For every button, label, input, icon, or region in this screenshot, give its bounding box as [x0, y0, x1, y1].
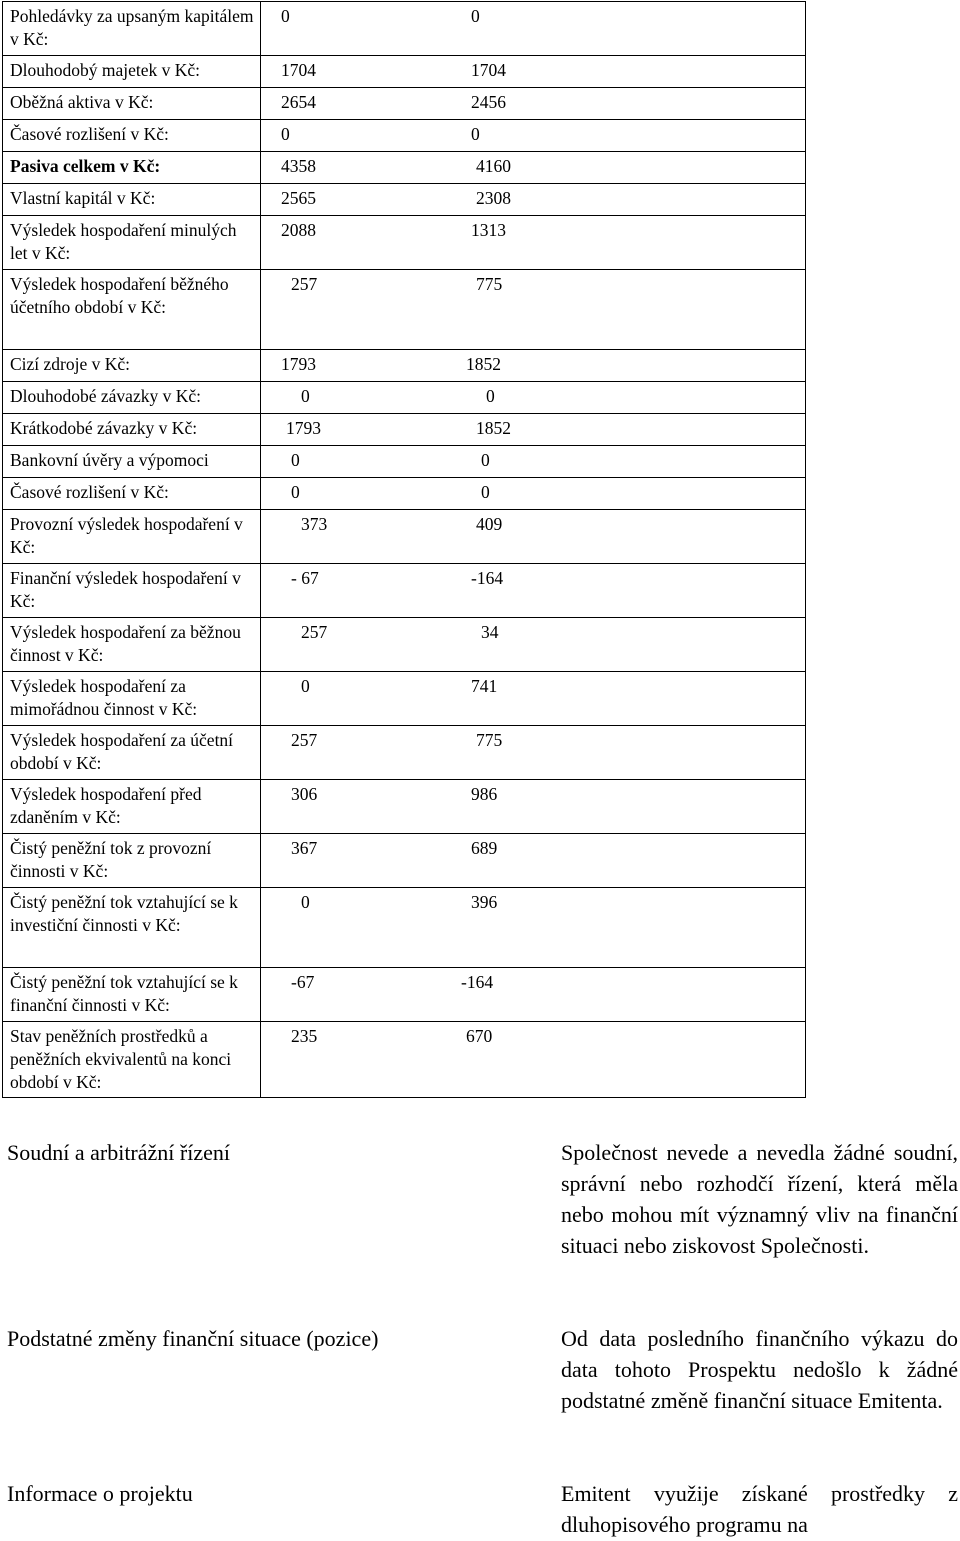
row-label: Vlastní kapitál v Kč: [3, 184, 261, 216]
table-row [3, 888, 806, 968]
row-label: Čistý peněžní tok vztahující se k investiční činnosti v Kč: [3, 888, 261, 968]
value-period-1: 0 [281, 124, 290, 144]
value-period-2: 409 [476, 514, 503, 534]
row-values [261, 446, 806, 478]
value-period-2: -164 [471, 568, 504, 588]
value-period-1: 0 [301, 676, 310, 696]
row-values [261, 672, 806, 726]
table-row [3, 510, 806, 564]
value-period-1: -67 [291, 972, 315, 992]
value-period-1: 1704 [281, 60, 316, 80]
row-values [261, 618, 806, 672]
value-period-2: 689 [471, 838, 498, 858]
table-row [3, 726, 806, 780]
value-period-2: 775 [476, 730, 503, 750]
section-body: Emitent využije získané prostředky z dluhopisového programu na [561, 1481, 958, 1537]
value-period-2: 0 [471, 6, 480, 26]
row-values [261, 152, 806, 184]
table-row [3, 968, 806, 1022]
row-label: Výsledek hospodaření běžného účetního období v Kč: [3, 270, 261, 350]
value-period-1: 306 [291, 784, 318, 804]
value-period-2: 0 [471, 124, 480, 144]
value-period-2: -164 [461, 972, 494, 992]
row-label: Výsledek hospodaření za běžnou činnost v Kč: [3, 618, 261, 672]
value-period-2: 396 [471, 892, 498, 912]
row-label: Krátkodobé závazky v Kč: [3, 414, 261, 446]
value-period-1: 0 [291, 450, 300, 470]
table-row [3, 780, 806, 834]
row-values [261, 2, 806, 56]
financial-data-table [2, 1, 806, 1098]
table-row [3, 184, 806, 216]
value-period-1: 0 [301, 386, 310, 406]
row-label: Výsledek hospodaření za mimořádnou činnost v Kč: [3, 672, 261, 726]
row-label: Provozní výsledek hospodaření v Kč: [3, 510, 261, 564]
value-period-2: 0 [481, 482, 490, 502]
table-row [3, 120, 806, 152]
table-row [3, 2, 806, 56]
row-values [261, 120, 806, 152]
table-row [3, 414, 806, 446]
row-values [261, 414, 806, 446]
value-period-2: 1313 [471, 220, 506, 240]
row-values [261, 780, 806, 834]
value-period-2: 2308 [476, 188, 511, 208]
table-row [3, 152, 806, 184]
value-period-1: 257 [291, 274, 318, 294]
row-label: Čistý peněžní tok vztahující se k finanční činnosti v Kč: [3, 968, 261, 1022]
table-row [3, 834, 806, 888]
table-row [3, 88, 806, 120]
value-period-1: 2654 [281, 92, 316, 112]
row-values [261, 564, 806, 618]
row-values [261, 216, 806, 270]
table-row [3, 1022, 806, 1098]
value-period-2: 670 [466, 1026, 493, 1046]
value-period-1: 235 [291, 1026, 318, 1046]
value-period-2: 1852 [476, 418, 511, 438]
row-values [261, 88, 806, 120]
table-row [3, 618, 806, 672]
row-label: Výsledek hospodaření před zdaněním v Kč: [3, 780, 261, 834]
row-label: Výsledek hospodaření za účetní období v Kč: [3, 726, 261, 780]
table-row [3, 446, 806, 478]
row-values [261, 478, 806, 510]
row-values [261, 56, 806, 88]
row-label: Časové rozlišení v Kč: [3, 120, 261, 152]
value-period-1: 0 [301, 892, 310, 912]
row-label: Dlouhodobé závazky v Kč: [3, 382, 261, 414]
row-values [261, 382, 806, 414]
row-label: Cizí zdroje v Kč: [3, 350, 261, 382]
value-period-1: 2088 [281, 220, 316, 240]
table-row [3, 382, 806, 414]
section-body: Od data posledního finančního výkazu do data tohoto Prospektu nedošlo k žádné podstatné změně finanční situace Emitenta. [561, 1326, 958, 1413]
table-row [3, 56, 806, 88]
row-label: Bankovní úvěry a výpomoci [3, 446, 261, 478]
value-period-2: 775 [476, 274, 503, 294]
value-period-1: 257 [301, 622, 328, 642]
value-period-1: 257 [291, 730, 318, 750]
value-period-2: 1852 [466, 354, 501, 374]
row-values [261, 888, 806, 968]
table-row [3, 478, 806, 510]
value-period-2: 34 [481, 622, 499, 642]
value-period-2: 2456 [471, 92, 506, 112]
financial-table-body [3, 2, 806, 1098]
value-period-1: 367 [291, 838, 318, 858]
table-row [3, 672, 806, 726]
row-values [261, 184, 806, 216]
section-body: Společnost nevede a nevedla žádné soudní, správní nebo rozhodčí řízení, která měla nebo mohou mít významný vliv na finanční situaci nebo ziskovost Společnosti. [561, 1140, 958, 1258]
row-values [261, 968, 806, 1022]
row-values [261, 834, 806, 888]
value-period-1: 1793 [286, 418, 321, 438]
row-label: Stav peněžních prostředků a peněžních ekvivalentů na konci období v Kč: [3, 1022, 261, 1098]
row-values [261, 270, 806, 350]
section-heading: Informace o projektu [7, 1481, 193, 1506]
value-period-1: 2565 [281, 188, 316, 208]
row-values [261, 726, 806, 780]
table-row [3, 350, 806, 382]
value-period-2: 4160 [476, 156, 511, 176]
value-period-2: 1704 [471, 60, 506, 80]
row-label: Oběžná aktiva v Kč: [3, 88, 261, 120]
value-period-2: 986 [471, 784, 498, 804]
row-label: Pasiva celkem v Kč: [3, 152, 261, 184]
value-period-1: 4358 [281, 156, 316, 176]
section-heading: Soudní a arbitrážní řízení [7, 1140, 230, 1165]
value-period-2: 0 [486, 386, 495, 406]
row-label: Čistý peněžní tok z provozní činnosti v Kč: [3, 834, 261, 888]
row-values [261, 1022, 806, 1098]
row-values [261, 510, 806, 564]
value-period-2: 741 [471, 676, 498, 696]
value-period-1: 1793 [281, 354, 316, 374]
value-period-1: 0 [291, 482, 300, 502]
row-label: Finanční výsledek hospodaření v Kč: [3, 564, 261, 618]
table-row [3, 270, 806, 350]
table-row [3, 564, 806, 618]
row-label: Výsledek hospodaření minulých let v Kč: [3, 216, 261, 270]
row-label: Pohledávky za upsaným kapitálem v Kč: [3, 2, 261, 56]
value-period-1: 0 [281, 6, 290, 26]
value-period-1: 373 [301, 514, 328, 534]
row-label: Dlouhodobý majetek v Kč: [3, 56, 261, 88]
section-heading: Podstatné změny finanční situace (pozice) [7, 1326, 379, 1351]
value-period-2: 0 [481, 450, 490, 470]
row-values [261, 350, 806, 382]
table-row [3, 216, 806, 270]
value-period-1: - 67 [291, 568, 319, 588]
row-label: Časové rozlišení v Kč: [3, 478, 261, 510]
